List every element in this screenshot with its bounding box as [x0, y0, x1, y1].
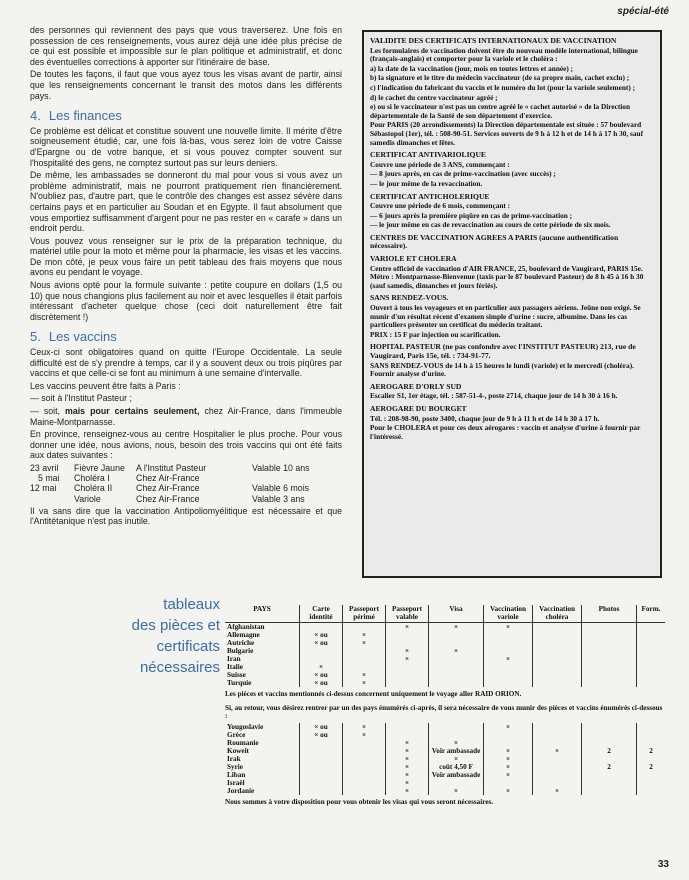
table-cell-perime — [343, 787, 386, 795]
table-cell-photos: 2 — [582, 763, 637, 771]
column-header: Carte identité — [300, 605, 343, 623]
box-heading: CERTIFICAT ANTIVARIOLIQUE — [370, 150, 486, 160]
intro-paragraph-2: De toutes les façons, il faut que vous ayez tous les visas avant de partir, ainsi que les renseignements concernant le transit des motos dans les différents pays. — [30, 69, 342, 101]
table-cell-variole: × — [484, 655, 533, 663]
tables-heading — [110, 594, 220, 678]
table-cell-visa: Voir ambassade — [429, 771, 484, 779]
schedule-date: 23 avril — [30, 462, 59, 473]
schedule-vaccine: Choléra II — [74, 483, 113, 494]
tables-heading-line: tableaux — [163, 596, 220, 613]
table-cell-pays: Israël — [227, 779, 245, 788]
table-cell-valable: × — [386, 739, 429, 747]
table-row — [225, 739, 665, 747]
table-cell-form — [637, 671, 666, 679]
table-cell-form: 2 — [637, 747, 666, 755]
table-row — [225, 647, 665, 655]
table-row — [225, 787, 665, 795]
table-cell-variole — [484, 663, 533, 671]
table-cell-form — [637, 787, 666, 795]
table-row — [225, 763, 665, 771]
schedule-vaccine: Variole — [74, 493, 101, 504]
table-cell-cholera — [533, 671, 582, 679]
table-cell-photos — [582, 739, 637, 747]
table-row — [225, 639, 665, 647]
box-text: PRIX : 15 F par injection ou scarification. — [370, 329, 501, 339]
table-cell-cholera — [533, 623, 582, 632]
table-cell-perime: × — [343, 679, 386, 687]
schedule-place: Chez Air-France — [136, 483, 200, 494]
table-row — [225, 771, 665, 779]
table-cell-pays: Irak — [227, 755, 241, 764]
table-row — [225, 631, 665, 639]
table-note: Nous sommes à votre disposition pour vous obtenir les visas qui vous seront nécessaires. — [225, 798, 494, 807]
box-text: Pour le CHOLERA et pour ces deux aérogares : vaccin et analyse d'urine à fournir par l'intéressé. — [370, 423, 641, 441]
table-cell-carte — [300, 747, 343, 755]
table-cell-cholera — [533, 731, 582, 739]
table-row — [225, 623, 665, 632]
table-cell-carte: × ou — [300, 671, 343, 679]
schedule-row — [30, 494, 342, 504]
table-cell-carte — [300, 771, 343, 779]
table-cell-variole: × — [484, 723, 533, 731]
box-heading: HOPITAL PASTEUR (ne pas confondre avec l'INSTITUT PASTEUR) 213, rue de Vaugirard, Paris 15e, tél. : 734-91-77. — [370, 342, 636, 360]
table-cell-perime — [343, 739, 386, 747]
column-header: Form. — [637, 605, 666, 623]
table-cell-perime — [343, 771, 386, 779]
table-cell-visa — [429, 723, 484, 731]
column-header: Passeport valable — [386, 605, 429, 623]
table-cell-carte — [300, 655, 343, 663]
box-text: Couvre une période de 3 ANS, commençant : — [370, 159, 510, 169]
table-row — [225, 779, 665, 787]
box-text: d) le cachet du centre vaccinateur agréé ; — [370, 92, 498, 102]
box-text: — 6 jours après la première piqûre en cas de prime-vaccination ; — [370, 210, 573, 220]
section-4-number: 4. — [30, 108, 41, 124]
vaccine-schedule — [30, 463, 342, 504]
box-text: — le jour même en cas de revaccination au cours de cette période de six mois. — [370, 220, 611, 230]
table-cell-photos — [582, 771, 637, 779]
table-cell-pays: Bulgarie — [227, 647, 254, 656]
table-cell-visa — [429, 663, 484, 671]
schedule-date — [30, 494, 74, 504]
table-cell-photos — [582, 787, 637, 795]
table-cell-form — [637, 679, 666, 687]
box-block-orly — [370, 383, 654, 401]
schedule-vaccine: Choléra I — [74, 473, 110, 484]
table-cell-valable — [386, 679, 429, 687]
table-header-row — [225, 605, 665, 623]
tables-heading-line: certificats — [156, 638, 220, 655]
table-cell-valable — [386, 639, 429, 647]
table-cell-pays: Italie — [227, 663, 243, 672]
table-cell-visa: coût 4,50 F — [429, 763, 484, 771]
table-cell-variole — [484, 739, 533, 747]
box-block-variole-cholera — [370, 255, 654, 290]
table-cell-variole: × — [484, 755, 533, 763]
table-cell-photos — [582, 779, 637, 787]
table-cell-visa: × — [429, 739, 484, 747]
box-text: Couvre une période de 6 mois, commençant : — [370, 201, 511, 211]
list-item-2-bold: mais pour certains seulement, — [65, 406, 200, 416]
box-heading: CENTRES DE VACCINATION AGREES A PARIS (aucune authentification nécessaire). — [370, 232, 619, 251]
table-cell-cholera — [533, 679, 582, 687]
table-cell-carte: × — [300, 663, 343, 671]
table-cell-pays: Grèce — [227, 731, 246, 740]
table-cell-variole — [484, 647, 533, 655]
schedule-validity — [252, 473, 342, 483]
table-cell-variole — [484, 631, 533, 639]
section-5-heading — [30, 329, 342, 345]
table-cell-photos — [582, 731, 637, 739]
schedule-validity: Valable 6 mois — [252, 483, 310, 494]
box-text: — 8 jours après, en cas de prime-vaccination (avec succès) ; — [370, 169, 556, 179]
table-row — [225, 731, 665, 739]
table-cell-cholera: × — [533, 747, 582, 755]
table-cell-variole: × — [484, 763, 533, 771]
table-cell-pays: Roumanie — [227, 739, 259, 748]
box-heading: AEROGARE DU BOURGET — [370, 403, 467, 413]
table-cell-visa — [429, 731, 484, 739]
table-cell-perime — [343, 655, 386, 663]
table-cell-pays: Allemagne — [227, 631, 260, 640]
table-row — [225, 663, 665, 671]
box-text: Centre officiel de vaccination d'AIR FRANCE, 25, boulevard de Vaugirard, PARIS 15e. Métro : Montparnasse-Bienvenue (taxis par le 87 boulevard Pasteur) de 8 h 45 à 16 h 30 (sauf samedis, dimanches et jours fériés). — [370, 263, 644, 290]
section-5-title: Les vaccins — [48, 329, 117, 345]
table-cell-cholera — [533, 631, 582, 639]
table-cell-visa — [429, 679, 484, 687]
table-cell-carte — [300, 647, 343, 655]
vaccins-list-item-1: — soit à l'Institut Pasteur ; — [30, 393, 132, 404]
table-cell-form — [637, 731, 666, 739]
table-cell-carte — [300, 787, 343, 795]
table-cell-valable — [386, 723, 429, 731]
table-cell-perime — [343, 647, 386, 655]
documents-table — [225, 605, 665, 809]
box-block-sans-rdv — [370, 294, 654, 339]
box-text: Les formulaires de vaccination doivent être du nouveau modèle international, bilingue (français-anglais) et comporter pour la variole et le choléra : — [370, 45, 638, 64]
finances-paragraph-3: Vous pouvez vous renseigner sur le prix de la préparation technique, du matériel utile pour la moto et même pour la pharmacie, les visas et les vaccins. De mon côté, je peux vous faire un petit tableau des frais moyens que nous avons eu pendant le voyage. — [30, 235, 342, 278]
box-block-bourget — [370, 405, 654, 441]
finances-paragraph-2: De même, les ambassades se donneront du mal pour vous si vous avez un problème administratif, mais ne pourront pratiquement rien financièrement. N'oubliez pas, d'autre part, que le contrôle des changes est assez sévère dans certains pays et en particulier au Soudan et en Egypte. Il faut absolument que vous emportiez suffisamment d'argent pour ne pas rester en « carafe » dans un endroit perdu. — [30, 170, 342, 234]
table-cell-carte: × ou — [300, 631, 343, 639]
schedule-date: 5 mai — [38, 473, 60, 484]
table-cell-carte: × ou — [300, 679, 343, 687]
schedule-row — [30, 473, 342, 483]
box-text: b) la signature et le titre du médecin vaccinateur (de sa propre main, cachet exclu) ; — [370, 73, 630, 83]
table-cell-visa — [429, 655, 484, 663]
table-cell-pays: Iran — [227, 655, 241, 664]
schedule-vaccine: Fièvre Jaune — [74, 462, 125, 473]
table-cell-form — [637, 755, 666, 763]
table-cell-visa: × — [429, 623, 484, 632]
schedule-place: Chez Air-France — [136, 493, 200, 504]
table-note-row — [225, 687, 665, 701]
vaccins-paragraph-4: Il va sans dire que la vaccination Antipoliomyélitique est nécessaire et que l'Antitétanique n'est pas inutile. — [30, 505, 342, 527]
table-cell-carte: × ou — [300, 639, 343, 647]
column-header: PAYS — [225, 605, 300, 623]
table-row — [225, 755, 665, 763]
table-cell-carte — [300, 763, 343, 771]
table-cell-form — [637, 779, 666, 787]
table-cell-cholera — [533, 771, 582, 779]
schedule-validity: Valable 3 ans — [252, 493, 305, 504]
table-cell-cholera — [533, 723, 582, 731]
box-text: Escalier S1, 1er étage, tél. : 587-51-4-, poste 2714, chaque jour de 14 h 30 à 16 h. — [370, 391, 618, 401]
box-heading: AEROGARE D'ORLY SUD — [370, 381, 462, 391]
section-4-title: Les finances — [48, 108, 122, 124]
table-cell-visa — [429, 639, 484, 647]
table-cell-variole — [484, 639, 533, 647]
box-text: Pour PARIS (20 arrondissements) la Direction départementale est située : 57 boulevard Sébastopol (1er), tél. : 508-90-51. Services ouverts de 9 h à 12 h et de 14 h à 17 h 30, sauf samedis dimanches et fêtes. — [370, 120, 644, 147]
table-row — [225, 655, 665, 663]
section-tag: spécial-été — [617, 6, 669, 17]
table-group-1 — [225, 623, 665, 688]
table-cell-form — [637, 631, 666, 639]
table-cell-valable — [386, 631, 429, 639]
table-cell-visa: Voir ambassade — [429, 747, 484, 755]
table-cell-form — [637, 647, 666, 655]
table-cell-perime — [343, 779, 386, 787]
vaccination-info-box — [362, 30, 662, 578]
table-cell-perime: × — [343, 671, 386, 679]
table-cell-valable: × — [386, 747, 429, 755]
box-text: e) ou si le vaccinateur n'est pas un centre agréé le « cachet autorisé » de la Direction départementale de la Santé de son département d'exercice. — [370, 102, 631, 120]
finances-paragraph-4: Nous avions opté pour la formule suivante : petite coupure en dollars (1,5 ou 10) que nous changions plus facilement au noir et avec lesquelles il était parfois intéressant d'acheter quelque chose (ceci doit naturellement être fait discrètement !) — [30, 280, 342, 322]
table-row — [225, 747, 665, 755]
table-cell-valable: × — [386, 655, 429, 663]
table-cell-visa — [429, 631, 484, 639]
table-note: Si, au retour, vous désirez rentrer par un des pays énumérés ci-après, il sera nécessaire de vous munir des pièces et vaccins énumérés ci-dessous : — [225, 704, 663, 721]
table-cell-visa: × — [429, 787, 484, 795]
schedule-place: Chez Air-France — [136, 473, 200, 484]
box-block-antivariolique — [370, 151, 654, 188]
table-note: Les pièces et vaccins mentionnés ci-dessus concernent uniquement le voyage aller RAID ORION. — [225, 690, 522, 699]
table-cell-valable: × — [386, 771, 429, 779]
table-cell-perime — [343, 623, 386, 632]
table-cell-photos — [582, 671, 637, 679]
box-block-certificats — [370, 37, 654, 147]
column-header: Vaccination variole — [484, 605, 533, 623]
table-cell-visa — [429, 671, 484, 679]
table-row — [225, 723, 665, 731]
table-cell-perime — [343, 763, 386, 771]
left-column — [30, 25, 342, 529]
box-block-hopital-pasteur — [370, 343, 654, 378]
schedule-row — [30, 483, 342, 493]
table-cell-cholera — [533, 639, 582, 647]
box-text: c) l'indication du fabricant du vaccin et le numéro du lot (pour la variole seulement) ; — [370, 82, 636, 92]
list-item-2-prefix: — soit, — [30, 406, 65, 416]
column-header: Visa — [429, 605, 484, 623]
box-text: SANS RENDEZ-VOUS de 14 h à 15 heures le lundi (variole) et le mercredi (choléra). Fournir analyse d'urine. — [370, 360, 634, 379]
box-block-anticholerique — [370, 193, 654, 230]
table-cell-form — [637, 623, 666, 632]
table-cell-form — [637, 663, 666, 671]
table-cell-visa — [429, 779, 484, 787]
tables-heading-line: nécessaires — [139, 659, 220, 676]
box-text: Ouvert à tous les voyageurs et en particulier aux passagers aériens. Jeûne non exigé. Se munir d'un résultat récent d'examen simple d'urine : sucre, albumine. Dans les cas particuliers présenter un certificat du médecin traitant. — [370, 303, 641, 330]
table-cell-valable: × — [386, 779, 429, 787]
table-cell-cholera — [533, 755, 582, 763]
table-row — [225, 679, 665, 687]
table-cell-carte: × ou — [300, 723, 343, 731]
table-cell-pays: Jordanie — [227, 787, 255, 796]
table-cell-photos — [582, 679, 637, 687]
table-cell-form: 2 — [637, 763, 666, 771]
page-number: 33 — [657, 859, 669, 870]
table-cell-pays: Autriche — [227, 639, 255, 648]
table-cell-perime: × — [343, 723, 386, 731]
schedule-row — [30, 463, 342, 473]
table-cell-valable — [386, 671, 429, 679]
table-cell-valable — [386, 663, 429, 671]
table-cell-valable: × — [386, 647, 429, 655]
table-cell-perime — [343, 663, 386, 671]
table-cell-pays: Koweit — [227, 747, 249, 756]
table-cell-valable: × — [386, 755, 429, 763]
table-row — [225, 671, 665, 679]
table-cell-variole — [484, 679, 533, 687]
table-cell-form — [637, 723, 666, 731]
table-cell-carte — [300, 779, 343, 787]
table-cell-variole — [484, 779, 533, 787]
schedule-place: A l'Institut Pasteur — [136, 462, 207, 473]
documents-table-wrapper — [225, 605, 665, 809]
table-cell-form — [637, 771, 666, 779]
table-cell-cholera: × — [533, 787, 582, 795]
table-cell-pays: Liban — [227, 771, 246, 780]
table-cell-photos — [582, 631, 637, 639]
table-cell-valable: × — [386, 623, 429, 632]
table-cell-form — [637, 655, 666, 663]
vaccins-paragraph-1: Ceux-ci sont obligatoires quand on quitte l'Europe Occidentale. La seule difficulté est de s'y prendre à temps, car il y a souvent deux ou trois piqûres par vaccins et que celle-ci se font au minimum à une semaine d'intervalle. — [30, 347, 342, 379]
table-cell-variole: × — [484, 771, 533, 779]
table-cell-perime: × — [343, 631, 386, 639]
table-cell-variole: × — [484, 787, 533, 795]
table-cell-photos — [582, 655, 637, 663]
table-cell-carte: × ou — [300, 731, 343, 739]
table-note-row — [225, 701, 665, 723]
intro-paragraph: des personnes qui reviennent des pays que vous traverserez. Une fois en possession de ces renseignements, vous aurez déjà une idée plus précise de ce qui est possible et impossible sur le plan politique et administratif, et donc des éventuelles corrections à apporter sur l'itinéraire de base. — [30, 25, 342, 67]
table-cell-photos — [582, 755, 637, 763]
table-cell-carte — [300, 755, 343, 763]
table-cell-photos — [582, 639, 637, 647]
table-group-2 — [225, 723, 665, 795]
table-cell-photos — [582, 647, 637, 655]
table-cell-variole — [484, 731, 533, 739]
table-cell-carte — [300, 739, 343, 747]
table-cell-valable: × — [386, 787, 429, 795]
box-heading: SANS RENDEZ-VOUS. — [370, 293, 449, 303]
table-cell-perime — [343, 747, 386, 755]
table-cell-photos — [582, 663, 637, 671]
box-text: — le jour même de la revaccination. — [370, 178, 483, 188]
box-heading: CERTIFICAT ANTICHOLERIQUE — [370, 191, 490, 201]
table-cell-visa: × — [429, 647, 484, 655]
finances-paragraph-1: Ce problème est délicat et constitue souvent une nouvelle limite. Il mérite d'être soigneusement étudié, car, une fois là-bas, vous serez loin de votre Caisse d'Epargne ou de votre banque, et si vous pouvez compter souvent sur l'hospitalité des gens, ne comptez surtout pas sur leurs deniers. — [30, 125, 342, 168]
table-cell-photos — [582, 723, 637, 731]
column-header: Photos — [582, 605, 637, 623]
table-cell-pays: Syrie — [227, 763, 243, 772]
column-header: Passeport périmé — [343, 605, 386, 623]
table-cell-variole: × — [484, 623, 533, 632]
table-cell-cholera — [533, 739, 582, 747]
table-cell-form — [637, 739, 666, 747]
table-cell-visa: × — [429, 755, 484, 763]
table-cell-cholera — [533, 655, 582, 663]
vaccins-paragraph-3: En province, renseignez-vous au centre Hospitalier le plus proche. Pour vous donner une idée, nous avions, nous, besoin des trois vaccins qui ont été faits aux dates suivantes : — [30, 429, 342, 461]
box-heading: VARIOLE ET CHOLERA — [370, 254, 457, 264]
vaccins-paragraph-2: Les vaccins peuvent être faits à Paris : — [30, 380, 181, 391]
table-cell-variole: × — [484, 747, 533, 755]
table-cell-cholera — [533, 779, 582, 787]
box-text: a) la date de la vaccination (jour, mois en toutes lettres et année) ; — [370, 63, 574, 73]
table-cell-form — [637, 639, 666, 647]
table-note-row — [225, 795, 665, 809]
section-4-heading — [30, 108, 342, 124]
table-cell-valable: × — [386, 763, 429, 771]
box-text: Tél. : 208-98-90, poste 3400, chaque jour de 9 h à 11 h et de 14 h 30 à 17 h. — [370, 413, 600, 423]
table-cell-perime: × — [343, 731, 386, 739]
tables-heading-line: des pièces et — [131, 617, 220, 634]
box-heading: VALIDITE DES CERTIFICATS INTERNATIONAUX DE VACCINATION — [370, 36, 617, 45]
table-cell-cholera — [533, 647, 582, 655]
table-cell-valable — [386, 731, 429, 739]
schedule-date: 12 mai — [30, 483, 57, 494]
table-cell-cholera — [533, 763, 582, 771]
table-cell-perime: × — [343, 639, 386, 647]
table-cell-photos — [582, 623, 637, 632]
vaccins-list-item-2 — [30, 406, 342, 427]
table-cell-cholera — [533, 663, 582, 671]
table-cell-perime — [343, 755, 386, 763]
table-cell-pays: Afghanistan — [227, 623, 265, 632]
table-cell-variole — [484, 671, 533, 679]
column-header: Vaccination choléra — [533, 605, 582, 623]
list-item-2-rest: chez Air-France, dans l'immeuble Maine-Montparnasse. — [30, 406, 342, 427]
table-cell-pays: Suisse — [227, 671, 246, 680]
section-5-number: 5. — [30, 329, 41, 345]
table-cell-pays: Turquie — [227, 679, 252, 688]
table-cell-photos: 2 — [582, 747, 637, 755]
schedule-validity: Valable 10 ans — [252, 462, 310, 473]
box-block-centres — [370, 234, 654, 251]
table-cell-carte — [300, 623, 343, 632]
table-cell-pays: Yougoslavie — [227, 723, 264, 732]
